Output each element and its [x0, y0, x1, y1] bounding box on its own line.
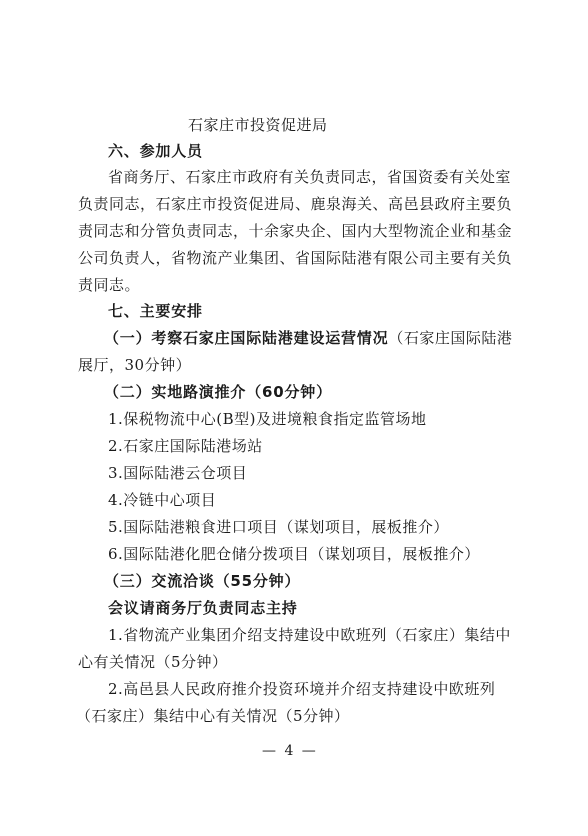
- part2-item: 4.冷链中心项目: [108, 491, 217, 509]
- section6-line: 责同志和分管负责同志，十余家央企、国内大型物流企业和基金: [78, 222, 513, 240]
- section6-line: 省商务厅、石家庄市政府有关负责同志，省国资委有关处室: [108, 168, 512, 186]
- page-number: — 4 —: [262, 743, 318, 759]
- part1-continuation: 展厅，30分钟）: [78, 356, 192, 374]
- part3-item: 1.省物流产业集团介绍支持建设中欧班列（石家庄）集结中: [108, 626, 511, 644]
- part3-item: （石家庄）集结中心有关情况（5分钟）: [76, 707, 350, 725]
- part1-title-rest: （石家庄国际陆港: [388, 329, 513, 347]
- part2-item: 2.石家庄国际陆港场站: [108, 437, 263, 455]
- part1-title-bold: （一）考察石家庄国际陆港建设运营情况: [104, 329, 389, 347]
- section6-line: 公司负责人，省物流产业集团、省国际陆港有限公司主要有关负: [78, 249, 513, 267]
- section7-heading: 七、主要安排: [108, 302, 203, 320]
- part3-title: （三）交流洽谈（55分钟）: [104, 572, 301, 590]
- section6-line: 负责同志，石家庄市投资促进局、鹿泉海关、高邑县政府主要负: [78, 195, 513, 213]
- part3-item: 2.高邑县人民政府推介投资环境并介绍支持建设中欧班列: [108, 680, 496, 698]
- part2-item: 5.国际陆港粮食进口项目（谋划项目，展板推介）: [108, 518, 449, 536]
- part2-title: （二）实地路演推介（60分钟）: [104, 383, 332, 401]
- section6-heading: 六、参加人员: [108, 142, 203, 160]
- part1-title: [104, 329, 512, 347]
- section6-line: 责同志。: [78, 276, 141, 294]
- org-name: 石家庄市投资促进局: [188, 116, 328, 134]
- part2-item: 3.国际陆港云仓项目: [108, 464, 248, 482]
- part2-item: 6.国际陆港化肥仓储分拨项目（谋划项目，展板推介）: [108, 545, 480, 563]
- part3-host: 会议请商务厅负责同志主持: [108, 599, 298, 617]
- part2-item: 1.保税物流中心(B型)及进境粮食指定监管场地: [108, 410, 427, 428]
- part3-item: 心有关情况（5分钟）: [78, 653, 228, 671]
